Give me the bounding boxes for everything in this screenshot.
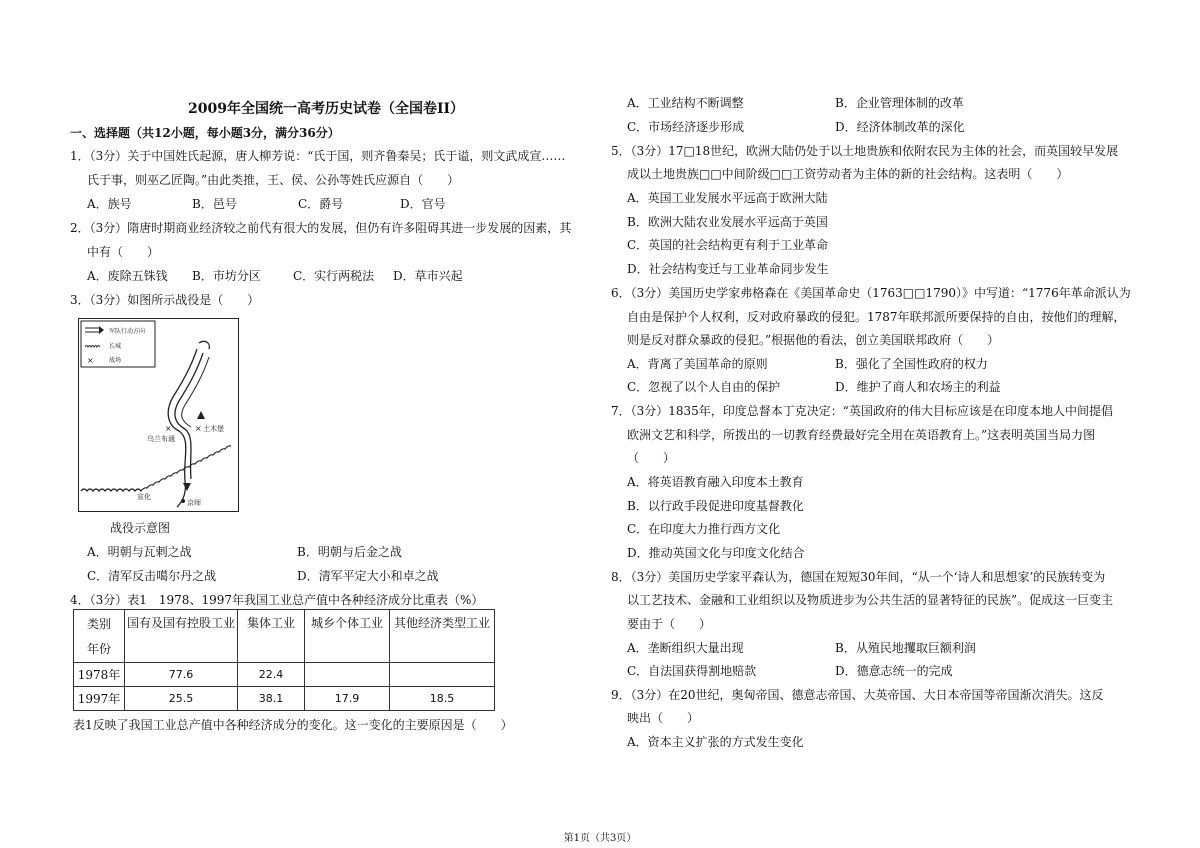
great-wall-line xyxy=(81,446,231,491)
cross-icon: × xyxy=(195,424,202,433)
q5-option-c: C．英国的社会结构更有利于工业革命 xyxy=(627,238,829,252)
q2-option-d: D．草市兴起 xyxy=(393,269,463,283)
table-corner-header xyxy=(74,610,125,663)
route-line xyxy=(182,357,209,427)
city-dot-icon xyxy=(181,499,185,503)
q6-option-d: D．维护了商人和农场主的利益 xyxy=(835,380,1001,394)
arrow-icon xyxy=(183,483,191,491)
cross-icon: × xyxy=(165,424,172,433)
map-label-place: 京师 xyxy=(187,499,201,507)
q2-option-c: C．实行两税法 xyxy=(293,269,375,283)
battle-map xyxy=(78,318,239,512)
figure-caption: 战役示意图 xyxy=(110,521,171,535)
q7-option-b: B．以行政手段促进印度基督教化 xyxy=(627,499,804,513)
q3-option-a: A．明朝与瓦剌之战 xyxy=(87,545,192,559)
table-cell xyxy=(305,663,390,687)
q5-stem-line1: 5．（3分）17□18世纪，欧洲大陆仍处于以土地贵族和依附农民为主体的社会，而英国较早发展 xyxy=(611,144,1119,158)
q1-stem-line1: 1．（3分）关于中国姓氏起源，唐人柳芳说：“氏于国，则齐鲁秦吴；氏于谥，则文武成宣…… xyxy=(70,149,566,163)
q7-stem-line3: （ ） xyxy=(627,451,676,465)
q4-option-c: C．市场经济逐步形成 xyxy=(627,120,745,134)
q1-option-d: D．官号 xyxy=(400,197,446,211)
table-column-header: 其他经济类型工业 xyxy=(390,610,495,663)
q8-stem-line1: 8．（3分）美国历史学家平森认为，德国在短短30年间，“从一个‘诗人和思想家’的民族转变为 xyxy=(611,570,1106,584)
legend-label-battlefield: 战场 xyxy=(109,357,122,364)
table-column-header: 城乡个体工业 xyxy=(305,610,390,663)
q3-option-c: C．清军反击噶尔丹之战 xyxy=(87,569,217,583)
table-row xyxy=(74,663,495,687)
q2-option-b: B．市坊分区 xyxy=(192,269,261,283)
q8-option-b: B．从殖民地攫取巨额利润 xyxy=(835,641,976,655)
cross-icon: × xyxy=(87,356,94,365)
q6-stem-line2: 自由是保护个人权利，反对政府暴政的侵犯。1787年联邦派所要保持的自由，按他们的理解， xyxy=(627,310,1126,324)
q4-option-b: B．企业管理体制的改革 xyxy=(835,96,964,110)
table-header-category: 类别 xyxy=(86,617,111,631)
q6-option-a: A．背离了美国革命的原则 xyxy=(627,357,768,371)
q6-stem-line3: 则是反对群众暴政的侵犯。”根据他的看法，创立美国联邦政府（ ） xyxy=(627,333,1000,347)
q5-option-d: D．社会结构变迁与工业革命同步发生 xyxy=(627,262,829,276)
q2-option-a: A．废除五铢钱 xyxy=(87,269,168,283)
table-cell-year: 1978年 xyxy=(74,663,125,687)
section-heading: 一、选择题（共12小题，每小题3分，满分36分） xyxy=(70,126,340,140)
legend-label-wall: 长城 xyxy=(109,343,122,350)
page-title: 2009年全国统一高考历史试卷（全国卷II） xyxy=(188,101,465,117)
q8-option-d: D．德意志统一的完成 xyxy=(835,664,953,678)
q8-stem-line3: 要由于（ ） xyxy=(627,617,712,631)
q6-option-b: B．强化了全国性政府的权力 xyxy=(835,357,988,371)
map-label-place: 宣化 xyxy=(137,493,151,501)
q8-option-c: C．自法国获得割地赔款 xyxy=(627,664,757,678)
q9-option-a: A．资本主义扩张的方式发生变化 xyxy=(627,735,804,749)
q9-stem-line2: 映出（ ） xyxy=(627,711,700,725)
q4-option-d: D．经济体制改革的深化 xyxy=(835,120,965,134)
battle-map-drawing xyxy=(79,319,238,511)
table-column-header: 集体工业 xyxy=(238,610,305,663)
legend-label-direction: 军队行动方向 xyxy=(109,328,146,335)
table-cell-year: 1997年 xyxy=(74,687,125,711)
table-row xyxy=(74,687,495,711)
q1-stem-line2: 氏于事，则巫乙匠陶。”由此类推，王、侯、公孙等姓氏应源自（ ） xyxy=(87,173,460,187)
q7-stem-line2: 欧洲文艺和科学，所拨出的一切教育经费最好完全用在英语教育上。”这表明英国当局力图 xyxy=(627,428,1096,442)
table-cell: 18.5 xyxy=(390,687,495,711)
q5-option-a: A．英国工业发展水平远高于欧洲大陆 xyxy=(627,191,828,205)
q3-option-d: D．清军平定大小和卓之战 xyxy=(297,569,439,583)
q1-option-a: A．族号 xyxy=(87,197,132,211)
q8-option-a: A．垄断组织大量出现 xyxy=(627,641,744,655)
q6-option-c: C．忽视了以个人自由的保护 xyxy=(627,380,781,394)
q7-option-c: C．在印度大力推行西方文化 xyxy=(627,522,781,536)
q8-stem-line2: 以工艺技术、金融和工业组织以及物质进步为公共生活的显著特征的民族”。促成这一巨变主 xyxy=(627,593,1114,607)
q1-option-b: B．邑号 xyxy=(192,197,237,211)
route-line xyxy=(199,341,209,349)
q7-option-a: A．将英语教育融入印度本土教育 xyxy=(627,475,804,489)
table-cell: 17.9 xyxy=(305,687,390,711)
q4-stem-line1: 4．（3分）表1 1978、1997年我国工业总产值中各种经济成分比重表（%） xyxy=(70,593,484,607)
q3-stem-line1: 3．（3分）如图所示战役是（ ） xyxy=(70,293,260,307)
table-cell xyxy=(390,663,495,687)
q6-stem-line1: 6．（3分）美国历史学家弗格森在《美国革命史（1763□□1790）》中写道：“1776年革命派认为 xyxy=(611,286,1131,300)
table-cell: 38.1 xyxy=(238,687,305,711)
q9-stem-line1: 9．（3分）在20世纪，奥匈帝国、德意志帝国、大英帝国、大日本帝国等帝国渐次消失。这反 xyxy=(611,688,1104,702)
table-column-header: 国有及国有控股工业 xyxy=(125,610,238,663)
map-label-place: 土木堡 xyxy=(203,425,224,433)
page-footer: 第1页（共3页） xyxy=(563,833,637,844)
q2-stem-line2: 中有（ ） xyxy=(87,245,160,259)
q3-option-b: B．明朝与后金之战 xyxy=(297,545,402,559)
q5-stem-line2: 成以土地贵族□□中间阶级□□工资劳动者为主体的新的社会结构。这表明（ ） xyxy=(627,167,1069,181)
table-cell: 25.5 xyxy=(125,687,238,711)
table-cell: 22.4 xyxy=(238,663,305,687)
arrow-icon xyxy=(197,411,205,419)
q7-stem-line1: 7．（3分）1835年，印度总督本丁克决定：“英国政府的伟大目标应该是在印度本地人中间提倡 xyxy=(611,404,1113,418)
q5-option-b: B．欧洲大陆农业发展水平远高于英国 xyxy=(627,215,828,229)
table-header-year: 年份 xyxy=(86,642,111,656)
q4-stem-line2: 表1反映了我国工业总产值中各种经济成分的变化。这一变化的主要原因是（ ） xyxy=(73,718,513,732)
table-cell: 77.6 xyxy=(125,663,238,687)
q4-option-a: A．工业结构不断调整 xyxy=(627,96,744,110)
economy-table xyxy=(73,609,495,711)
q2-stem-line1: 2．（3分）隋唐时期商业经济较之前代有很大的发展，但仍有许多阻碍其进一步发展的因素，其 xyxy=(70,221,572,235)
q7-option-d: D．推动英国文化与印度文化结合 xyxy=(627,546,805,560)
map-label-place: 乌兰布通 xyxy=(147,435,175,443)
q1-option-c: C．爵号 xyxy=(298,197,344,211)
